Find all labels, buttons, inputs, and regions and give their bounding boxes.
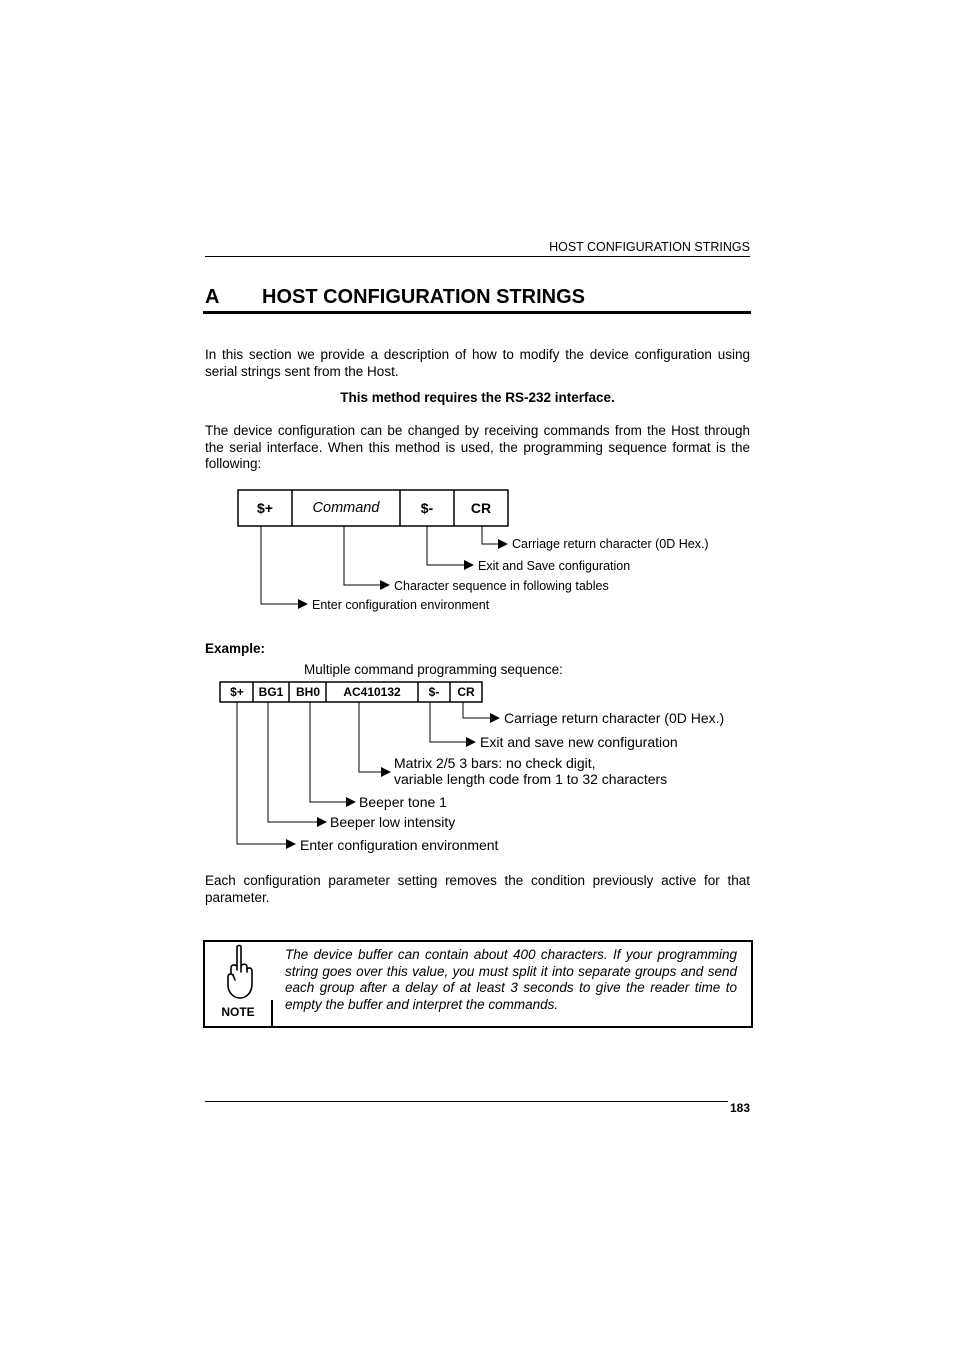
running-header: HOST CONFIGURATION STRINGS <box>549 240 750 254</box>
format-callout-cr: Carriage return character (0D Hex.) <box>512 537 709 551</box>
note-text: The device buffer can contain about 400 characters. If your programming string goes over this value, you must split it into separate groups and send each group after a delay of at least 3 seconds to give the reader time to empty the buffer and interpret the commands. <box>285 947 737 1012</box>
example-cell-start: $+ <box>230 685 244 699</box>
format-callout-exit: Exit and Save configuration <box>478 559 631 573</box>
page-number: 183 <box>729 1101 750 1115</box>
example-caption: Multiple command programming sequence: <box>304 662 563 677</box>
intro-paragraph: In this section we provide a description of how to modify the device configuration using serial strings sent from the Host. <box>205 347 750 379</box>
example-cell-cr: CR <box>457 685 475 699</box>
example-callout-beeper-tone: Beeper tone 1 <box>359 794 447 810</box>
example-callout-cr: Carriage return character (0D Hex.) <box>504 710 725 726</box>
page-title: HOST CONFIGURATION STRINGS <box>262 286 585 308</box>
requirement-note: This method requires the RS-232 interface. <box>340 390 615 405</box>
example-cell-bg1: BG1 <box>258 685 284 699</box>
format-callout-start: Enter configuration environment <box>312 598 490 612</box>
note-label: NOTE <box>221 1005 255 1019</box>
footer-rule <box>205 1101 728 1102</box>
example-label: Example: <box>205 641 266 656</box>
format-cell-start: $+ <box>257 500 273 516</box>
example-cell-ac410132: AC410132 <box>343 685 401 699</box>
format-cell-command: Command <box>312 500 380 516</box>
closing-paragraph: Each configuration parameter setting removes the condition previously active for that parameter. <box>205 873 750 905</box>
format-callout-command: Character sequence in following tables <box>394 579 609 593</box>
example-callout-beeper-intensity: Beeper low intensity <box>330 814 456 830</box>
example-callout-matrix-line1: Matrix 2/5 3 bars: no check digit, <box>394 755 596 771</box>
example-callout-start: Enter configuration environment <box>300 837 499 853</box>
pointing-hand-icon <box>222 944 256 1002</box>
format-cell-exit: $- <box>420 500 434 516</box>
example-cell-exit: $- <box>428 685 440 699</box>
chapter-letter: A <box>205 286 220 308</box>
example-callout-exit: Exit and save new configuration <box>480 734 678 750</box>
example-callout-matrix-line2: variable length code from 1 to 32 characters <box>394 771 668 787</box>
example-cell-bh0: BH0 <box>295 685 321 699</box>
method-paragraph: The device configuration can be changed by receiving commands from the Host through the serial interface. When this method is used, the programming sequence format is the following: <box>205 423 750 471</box>
format-cell-cr: CR <box>470 500 492 516</box>
